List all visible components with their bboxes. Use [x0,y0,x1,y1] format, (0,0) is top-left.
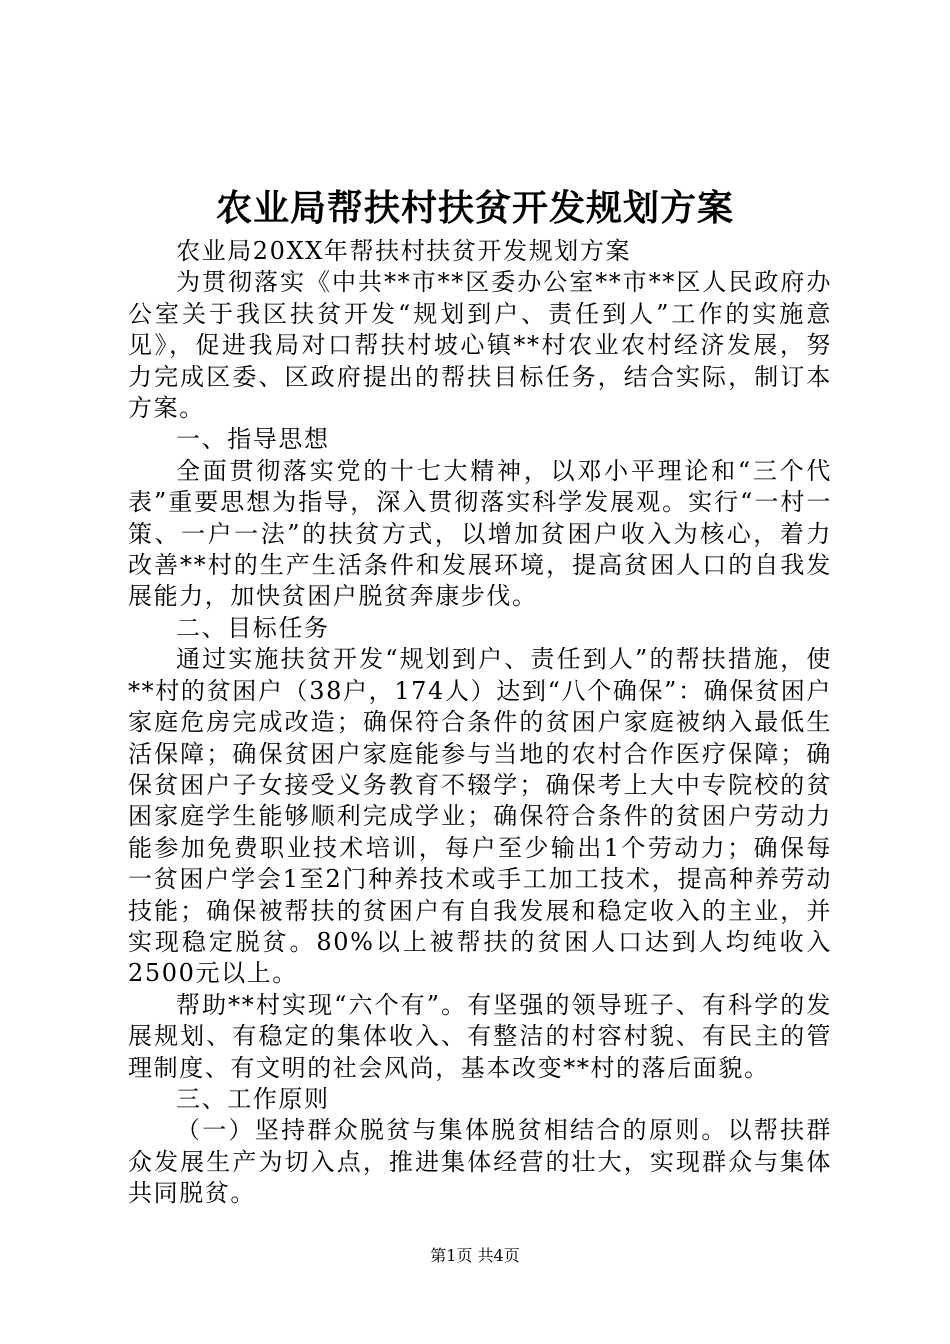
section-heading-principles: 三、工作原则 [176,1084,330,1113]
section-heading-guiding-ideology: 一、指导思想 [176,425,330,454]
section-heading-goals: 二、目标任务 [176,613,330,642]
goals-paragraph: 通过实施扶贫开发“规划到户、责任到人”的帮扶措施，使**村的贫困户（38户，174人）达到“八个确保”：确保贫困户家庭危房完成改造；确保符合条件的贫困户家庭被纳入最低生活保障；确保贫困户家庭能参与当地的农村合作医疗保障；确保贫困户子女接受义务教育不辍学；确保考上大中专院校的贫困家庭学生能够顺利完成学业；确保符合条件的贫困户劳动力能参加免费职业技术培训，每户至少输出1个劳动力；确保每一贫困户学会1至2门种养技术或手工加工技术，提高种养劳动技能；确保被帮扶的贫困户有自我发展和稳定收入的主业，并实现稳定脱贫。80%以上被帮扶的贫困人口达到人均纯收入2500元以上。 [128,645,832,988]
document-title: 农业局帮扶村扶贫开发规划方案 [215,187,734,229]
six-haves-paragraph: 帮助**村实现“六个有”。有坚强的领导班子、有科学的发展规划、有稳定的集体收入、有整洁的村容村貌、有民主的管理制度、有文明的社会风尚，基本改变**村的落后面貌。 [128,990,832,1082]
subtitle-paragraph: 农业局20XX年帮扶村扶贫开发规划方案 [176,237,632,265]
guiding-ideology-paragraph: 全面贯彻落实党的十七大精神，以邓小平理论和“三个代表”重要思想为指导，深入贯彻落实科学发展观。实行“一村一策、一户一法”的扶贫方式，以增加贫困户收入为核心，着力改善**村的生产生活条件和发展环境，提高贫困人口的自我发展能力，加快贫困户脱贫奔康步伐。 [128,456,832,611]
intro-paragraph: 为贯彻落实《中共**市**区委办公室**市**区人民政府办公室关于我区扶贫开发“规划到户、责任到人”工作的实施意见》，促进我局对口帮扶村坡心镇**村农业农村经济发展，努力完成区委、区政府提出的帮扶目标任务，结合实际，制订本方案。 [128,268,832,423]
document-body [128,236,832,1210]
principle-one-paragraph: （一）坚持群众脱贫与集体脱贫相结合的原则。以帮扶群众发展生产为切入点，推进集体经营的壮大，实现群众与集体共同脱贫。 [128,1116,832,1208]
page-footer: 第1页 共4页 [430,1246,520,1265]
